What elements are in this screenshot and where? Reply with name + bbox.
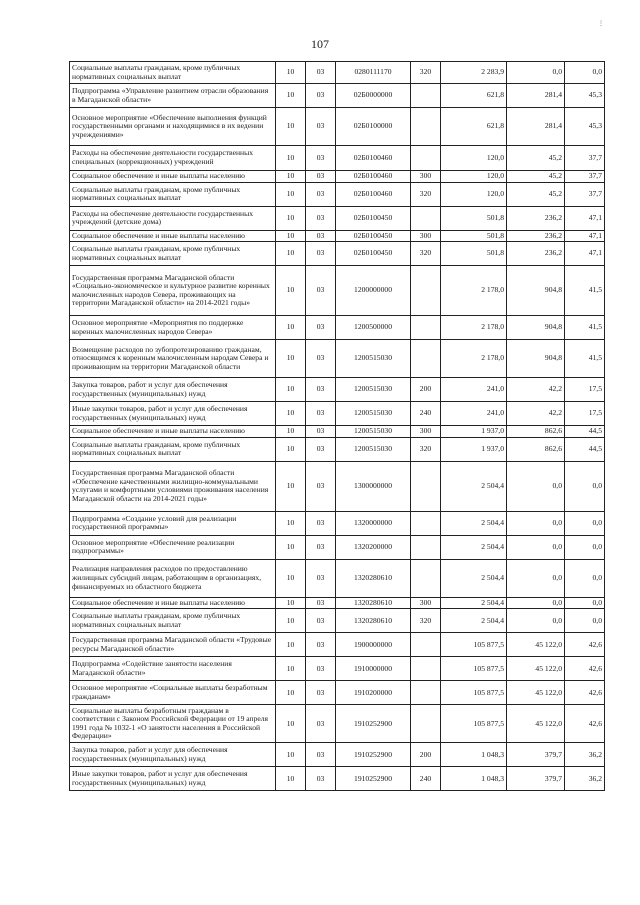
- row-plan: 2 504,4: [441, 511, 507, 535]
- row-section: 10: [276, 402, 306, 426]
- row-section: 10: [276, 437, 306, 461]
- row-name: Социальные выплаты гражданам, кроме публичных нормативных социальных выплат: [70, 242, 276, 266]
- row-actual: 0,0: [507, 609, 565, 633]
- table-row: [70, 340, 605, 378]
- row-name: Социальные выплаты гражданам, кроме публичных нормативных социальных выплат: [70, 437, 276, 461]
- row-name: Расходы на обеспечение деятельности государственных специальных (коррекционных) учреждений: [70, 146, 276, 171]
- table-row: [70, 171, 605, 183]
- row-expense-type: [411, 705, 441, 743]
- table-row: [70, 633, 605, 657]
- row-name: Социальные выплаты гражданам, кроме публичных нормативных социальных выплат: [70, 609, 276, 633]
- row-actual: 862,6: [507, 426, 565, 438]
- row-target-code: 02Б0100000: [336, 108, 411, 146]
- row-section: 10: [276, 705, 306, 743]
- row-target-code: 1200515030: [336, 340, 411, 378]
- row-subsection: 03: [306, 535, 336, 559]
- row-actual: 0,0: [507, 559, 565, 597]
- row-plan: 621,8: [441, 84, 507, 108]
- row-subsection: 03: [306, 146, 336, 171]
- table-row: [70, 597, 605, 609]
- row-section: 10: [276, 767, 306, 791]
- row-target-code: 1300000000: [336, 461, 411, 511]
- row-target-code: 1900000000: [336, 633, 411, 657]
- row-name: Социальные выплаты гражданам, кроме публичных нормативных социальных выплат: [70, 62, 276, 84]
- row-plan: 105 877,5: [441, 633, 507, 657]
- row-name: Подпрограмма «Управление развитием отрасли образования в Магаданской области»: [70, 84, 276, 108]
- row-actual: 379,7: [507, 743, 565, 767]
- row-percent: 17,5: [565, 378, 605, 402]
- row-section: 10: [276, 559, 306, 597]
- row-expense-type: 320: [411, 609, 441, 633]
- row-expense-type: 320: [411, 62, 441, 84]
- row-percent: 41,5: [565, 266, 605, 316]
- table-row: [70, 511, 605, 535]
- row-plan: 2 504,4: [441, 609, 507, 633]
- row-actual: 45 122,0: [507, 657, 565, 681]
- row-actual: 42,2: [507, 378, 565, 402]
- page-number: 107: [311, 37, 329, 51]
- row-name: Социальное обеспечение и иные выплаты населению: [70, 230, 276, 242]
- row-target-code: 1320280610: [336, 597, 411, 609]
- row-name: Расходы на обеспечение деятельности государственных учреждений (детские дома): [70, 206, 276, 230]
- row-plan: 2 504,4: [441, 535, 507, 559]
- table-row: [70, 378, 605, 402]
- row-subsection: 03: [306, 767, 336, 791]
- row-actual: 236,2: [507, 230, 565, 242]
- row-actual: 862,6: [507, 437, 565, 461]
- row-plan: 621,8: [441, 108, 507, 146]
- row-actual: 45 122,0: [507, 633, 565, 657]
- row-percent: 37,7: [565, 182, 605, 206]
- row-actual: 236,2: [507, 242, 565, 266]
- row-actual: 0,0: [507, 461, 565, 511]
- row-plan: 1 937,0: [441, 437, 507, 461]
- row-subsection: 03: [306, 340, 336, 378]
- row-plan: 120,0: [441, 171, 507, 183]
- row-subsection: 03: [306, 559, 336, 597]
- table-row: [70, 657, 605, 681]
- row-expense-type: 300: [411, 426, 441, 438]
- table-row: [70, 266, 605, 316]
- row-subsection: 03: [306, 230, 336, 242]
- row-target-code: 02Б0100460: [336, 171, 411, 183]
- row-actual: 45,2: [507, 146, 565, 171]
- row-section: 10: [276, 340, 306, 378]
- row-subsection: 03: [306, 609, 336, 633]
- row-target-code: 1320280610: [336, 559, 411, 597]
- row-percent: 45,3: [565, 108, 605, 146]
- row-target-code: 0280111170: [336, 62, 411, 84]
- row-expense-type: [411, 84, 441, 108]
- row-plan: 120,0: [441, 146, 507, 171]
- row-plan: 2 178,0: [441, 266, 507, 316]
- row-target-code: 02Б0100450: [336, 230, 411, 242]
- row-subsection: 03: [306, 426, 336, 438]
- row-name: Иные закупки товаров, работ и услуг для обеспечения государственных (муниципальных) нужд: [70, 402, 276, 426]
- row-percent: 45,3: [565, 84, 605, 108]
- row-actual: 236,2: [507, 206, 565, 230]
- row-expense-type: [411, 206, 441, 230]
- row-expense-type: [411, 461, 441, 511]
- row-plan: 501,8: [441, 242, 507, 266]
- row-actual: 281,4: [507, 84, 565, 108]
- row-percent: 0,0: [565, 511, 605, 535]
- row-percent: 42,6: [565, 705, 605, 743]
- row-target-code: 1200515030: [336, 426, 411, 438]
- row-target-code: 1200515030: [336, 437, 411, 461]
- row-name: Социальные выплаты безработным гражданам в соответствии с Законом Российской Федерации от 19 апреля 1991 года № 1032-1 «О занятости населения в Российской Федерации»: [70, 705, 276, 743]
- row-subsection: 03: [306, 62, 336, 84]
- row-percent: 42,6: [565, 633, 605, 657]
- row-plan: 2 178,0: [441, 340, 507, 378]
- row-section: 10: [276, 535, 306, 559]
- row-subsection: 03: [306, 378, 336, 402]
- row-expense-type: [411, 681, 441, 705]
- row-plan: 241,0: [441, 378, 507, 402]
- row-section: 10: [276, 633, 306, 657]
- row-subsection: 03: [306, 402, 336, 426]
- row-target-code: 1200515030: [336, 402, 411, 426]
- row-target-code: 02Б0100460: [336, 146, 411, 171]
- row-plan: 1 048,3: [441, 767, 507, 791]
- row-subsection: 03: [306, 743, 336, 767]
- row-percent: 0,0: [565, 559, 605, 597]
- table-row: [70, 681, 605, 705]
- row-plan: 1 937,0: [441, 426, 507, 438]
- row-expense-type: 200: [411, 743, 441, 767]
- row-plan: 501,8: [441, 206, 507, 230]
- table-row: [70, 402, 605, 426]
- row-expense-type: 320: [411, 242, 441, 266]
- row-target-code: 02Б0100460: [336, 182, 411, 206]
- table-row: [70, 206, 605, 230]
- row-expense-type: 300: [411, 171, 441, 183]
- row-expense-type: 240: [411, 402, 441, 426]
- row-section: 10: [276, 609, 306, 633]
- row-plan: 105 877,5: [441, 657, 507, 681]
- row-percent: 37,7: [565, 146, 605, 171]
- table-row: [70, 316, 605, 340]
- row-expense-type: 300: [411, 597, 441, 609]
- row-actual: 0,0: [507, 597, 565, 609]
- row-subsection: 03: [306, 171, 336, 183]
- row-subsection: 03: [306, 597, 336, 609]
- row-name: Социальное обеспечение и иные выплаты населению: [70, 597, 276, 609]
- row-section: 10: [276, 206, 306, 230]
- row-plan: 2 504,4: [441, 559, 507, 597]
- row-expense-type: 200: [411, 378, 441, 402]
- table-row: [70, 230, 605, 242]
- table-row: [70, 146, 605, 171]
- row-actual: 904,8: [507, 316, 565, 340]
- row-subsection: 03: [306, 108, 336, 146]
- row-target-code: 1320000000: [336, 511, 411, 535]
- row-actual: 0,0: [507, 535, 565, 559]
- row-target-code: 1910252900: [336, 743, 411, 767]
- row-subsection: 03: [306, 705, 336, 743]
- row-plan: 105 877,5: [441, 705, 507, 743]
- row-expense-type: [411, 535, 441, 559]
- table-row: [70, 426, 605, 438]
- row-percent: 0,0: [565, 609, 605, 633]
- row-percent: 0,0: [565, 597, 605, 609]
- row-subsection: 03: [306, 511, 336, 535]
- row-name: Основное мероприятие «Социальные выплаты безработным гражданам»: [70, 681, 276, 705]
- row-subsection: 03: [306, 461, 336, 511]
- row-name: Социальное обеспечение и иные выплаты населению: [70, 426, 276, 438]
- row-actual: 379,7: [507, 767, 565, 791]
- row-expense-type: [411, 340, 441, 378]
- row-name: Основное мероприятие «Обеспечение реализации подпрограммы»: [70, 535, 276, 559]
- row-plan: 2 283,9: [441, 62, 507, 84]
- row-plan: 2 178,0: [441, 316, 507, 340]
- row-section: 10: [276, 266, 306, 316]
- row-target-code: 02Б0100450: [336, 242, 411, 266]
- table-row: [70, 108, 605, 146]
- table-row: [70, 705, 605, 743]
- table-row: [70, 84, 605, 108]
- row-section: 10: [276, 597, 306, 609]
- row-target-code: 1320280610: [336, 609, 411, 633]
- row-percent: 42,6: [565, 657, 605, 681]
- row-section: 10: [276, 743, 306, 767]
- row-section: 10: [276, 62, 306, 84]
- row-percent: 47,1: [565, 242, 605, 266]
- row-target-code: 1910200000: [336, 681, 411, 705]
- row-section: 10: [276, 171, 306, 183]
- row-subsection: 03: [306, 316, 336, 340]
- row-section: 10: [276, 378, 306, 402]
- row-name: Государственная программа Магаданской области «Социально-экономическое и культурное развитие коренных малочисленных народов Севера, проживающих на территории Магаданской области» на 2014-2021 годы»: [70, 266, 276, 316]
- row-name: Социальные выплаты гражданам, кроме публичных нормативных социальных выплат: [70, 182, 276, 206]
- row-expense-type: [411, 657, 441, 681]
- row-subsection: 03: [306, 206, 336, 230]
- row-name: Основное мероприятие «Мероприятия по поддержке коренных малочисленных народов Севера»: [70, 316, 276, 340]
- row-actual: 42,2: [507, 402, 565, 426]
- table-row: [70, 767, 605, 791]
- row-percent: 36,2: [565, 767, 605, 791]
- row-actual: 45 122,0: [507, 681, 565, 705]
- row-plan: 2 504,4: [441, 461, 507, 511]
- row-expense-type: [411, 559, 441, 597]
- row-section: 10: [276, 242, 306, 266]
- row-name: Возмещение расходов по зубопротезированию гражданам, относящимся к коренным малочисленным народам Севера и проживающим на территории Магаданской области: [70, 340, 276, 378]
- table-row: [70, 609, 605, 633]
- row-expense-type: 320: [411, 437, 441, 461]
- row-name: Государственная программа Магаданской области «Трудовые ресурсы Магаданской области»: [70, 633, 276, 657]
- row-percent: 0,0: [565, 535, 605, 559]
- row-expense-type: 320: [411, 182, 441, 206]
- row-section: 10: [276, 84, 306, 108]
- row-percent: 47,1: [565, 230, 605, 242]
- row-plan: 2 504,4: [441, 597, 507, 609]
- row-actual: 45,2: [507, 171, 565, 183]
- row-plan: 120,0: [441, 182, 507, 206]
- row-section: 10: [276, 108, 306, 146]
- row-section: 10: [276, 182, 306, 206]
- row-name: Закупка товаров, работ и услуг для обеспечения государственных (муниципальных) нужд: [70, 378, 276, 402]
- budget-table: [69, 61, 605, 791]
- row-name: Основное мероприятие «Обеспечение выполнения функций государственными органами и находящимися в их ведении учреждениями»: [70, 108, 276, 146]
- row-percent: 47,1: [565, 206, 605, 230]
- row-section: 10: [276, 426, 306, 438]
- row-subsection: 03: [306, 681, 336, 705]
- row-plan: 1 048,3: [441, 743, 507, 767]
- row-name: Подпрограмма «Содействие занятости населения Магаданской области»: [70, 657, 276, 681]
- table-row: [70, 242, 605, 266]
- row-target-code: 1200515030: [336, 378, 411, 402]
- row-actual: 45,2: [507, 182, 565, 206]
- row-name: Государственная программа Магаданской области «Обеспечение качественными жилищно-коммунальными услугами и комфортными условиями проживания населения Магаданской области на 2014-2021 годы»: [70, 461, 276, 511]
- row-plan: 241,0: [441, 402, 507, 426]
- row-section: 10: [276, 681, 306, 705]
- table-row: [70, 62, 605, 84]
- row-subsection: 03: [306, 437, 336, 461]
- row-percent: 41,5: [565, 316, 605, 340]
- row-target-code: 1910000000: [336, 657, 411, 681]
- row-name: Реализация направления расходов по предоставлению жилищных субсидий лицам, работающим в организациях, финансируемых из областного бюджета: [70, 559, 276, 597]
- row-target-code: 02Б0000000: [336, 84, 411, 108]
- table-row: [70, 461, 605, 511]
- table-row: [70, 559, 605, 597]
- row-name: Социальное обеспечение и иные выплаты населению: [70, 171, 276, 183]
- row-plan: 501,8: [441, 230, 507, 242]
- row-percent: 44,5: [565, 426, 605, 438]
- row-target-code: 1200500000: [336, 316, 411, 340]
- table-row: [70, 437, 605, 461]
- row-actual: 0,0: [507, 511, 565, 535]
- row-section: 10: [276, 461, 306, 511]
- row-actual: 281,4: [507, 108, 565, 146]
- row-target-code: 1200000000: [336, 266, 411, 316]
- row-subsection: 03: [306, 657, 336, 681]
- row-expense-type: [411, 316, 441, 340]
- row-subsection: 03: [306, 266, 336, 316]
- row-subsection: 03: [306, 182, 336, 206]
- table-row: [70, 743, 605, 767]
- row-percent: 41,5: [565, 340, 605, 378]
- table-row: [70, 535, 605, 559]
- row-percent: 17,5: [565, 402, 605, 426]
- row-expense-type: [411, 266, 441, 316]
- row-actual: 904,8: [507, 340, 565, 378]
- table-row: [70, 182, 605, 206]
- row-subsection: 03: [306, 84, 336, 108]
- row-actual: 45 122,0: [507, 705, 565, 743]
- row-name: Иные закупки товаров, работ и услуг для обеспечения государственных (муниципальных) нужд: [70, 767, 276, 791]
- corner-mark: ⋮: [598, 21, 604, 27]
- row-section: 10: [276, 511, 306, 535]
- row-percent: 44,5: [565, 437, 605, 461]
- row-subsection: 03: [306, 242, 336, 266]
- row-expense-type: [411, 511, 441, 535]
- budget-table-body: [70, 62, 605, 791]
- row-percent: 37,7: [565, 171, 605, 183]
- row-section: 10: [276, 146, 306, 171]
- row-target-code: 1320200000: [336, 535, 411, 559]
- row-expense-type: 300: [411, 230, 441, 242]
- row-expense-type: [411, 108, 441, 146]
- row-percent: 0,0: [565, 62, 605, 84]
- row-subsection: 03: [306, 633, 336, 657]
- row-section: 10: [276, 230, 306, 242]
- row-target-code: 1910252900: [336, 705, 411, 743]
- row-actual: 904,8: [507, 266, 565, 316]
- row-name: Закупка товаров, работ и услуг для обеспечения государственных (муниципальных) нужд: [70, 743, 276, 767]
- row-percent: 0,0: [565, 461, 605, 511]
- row-actual: 0,0: [507, 62, 565, 84]
- row-percent: 42,6: [565, 681, 605, 705]
- row-expense-type: [411, 633, 441, 657]
- row-section: 10: [276, 657, 306, 681]
- row-section: 10: [276, 316, 306, 340]
- row-plan: 105 877,5: [441, 681, 507, 705]
- row-expense-type: 240: [411, 767, 441, 791]
- row-target-code: 1910252900: [336, 767, 411, 791]
- row-percent: 36,2: [565, 743, 605, 767]
- row-name: Подпрограмма «Создание условий для реализации государственной программы»: [70, 511, 276, 535]
- row-expense-type: [411, 146, 441, 171]
- row-target-code: 02Б0100450: [336, 206, 411, 230]
